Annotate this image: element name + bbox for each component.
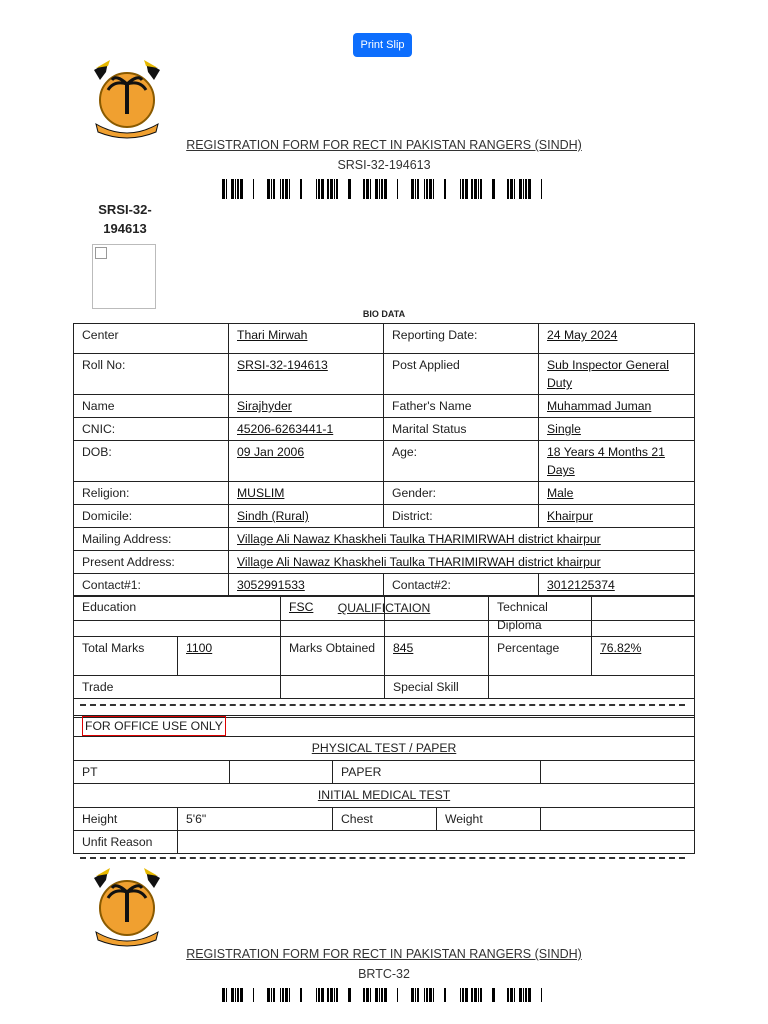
table-row: Religion: MUSLIM Gender: Male xyxy=(74,482,695,505)
table-row: Roll No: SRSI-32-194613 Post Applied Sub Inspector General Duty xyxy=(74,354,695,395)
photo-placeholder xyxy=(92,244,156,309)
qualification-title: QUALIFICTAION xyxy=(74,597,695,621)
table-row: Height 5'6" Chest Weight xyxy=(74,808,695,831)
registration-number-side: SRSI-32- 194613 xyxy=(98,202,152,236)
second-form-title: REGISTRATION FORM FOR RECT IN PAKISTAN RANGERS (SINDH) xyxy=(186,947,582,961)
table-row: Contact#1: 3052991533 Contact#2: 3012125374 xyxy=(74,574,695,597)
office-use-table xyxy=(73,715,695,854)
registration-number: SRSI-32-194613 xyxy=(337,158,431,172)
rangers-logo xyxy=(86,58,168,140)
table-row: Domicile: Sindh (Rural) District: Khairpur xyxy=(74,505,695,528)
table-row: Trade Special Skill xyxy=(74,676,695,699)
table-row: Name Sirajhyder Father's Name Muhammad Juman xyxy=(74,395,695,418)
divider xyxy=(80,704,685,706)
table-row: DOB: 09 Jan 2006 Age: 18 Years 4 Months 21 Days xyxy=(74,441,695,482)
barcode xyxy=(222,179,544,199)
rangers-logo xyxy=(86,866,168,948)
table-row: Present Address: Village Ali Nawaz Khaskheli Taulka THARIMIRWAH district khairpur xyxy=(74,551,695,574)
bio-data-table xyxy=(73,323,695,621)
table-row: PT PAPER xyxy=(74,761,695,784)
table-row: Mailing Address: Village Ali Nawaz Khaskheli Taulka THARIMIRWAH district khairpur xyxy=(74,528,695,551)
qualification-table xyxy=(73,595,695,718)
table-row: Total Marks 1100 Marks Obtained 845 Percentage 76.82% xyxy=(74,637,695,676)
divider xyxy=(80,857,685,859)
second-code: BRTC-32 xyxy=(358,967,410,981)
form-title: REGISTRATION FORM FOR RECT IN PAKISTAN RANGERS (SINDH) xyxy=(186,138,582,152)
table-row: PHYSICAL TEST / PAPER xyxy=(74,737,695,761)
office-use-label: FOR OFFICE USE ONLY xyxy=(82,716,226,736)
barcode xyxy=(222,988,544,1002)
broken-image-icon xyxy=(95,247,107,259)
table-row: INITIAL MEDICAL TEST xyxy=(74,784,695,808)
print-slip-button[interactable]: Print Slip xyxy=(353,33,412,57)
table-row: Unfit Reason xyxy=(74,831,695,854)
table-row: Center Thari Mirwah Reporting Date: 24 May 2024 xyxy=(74,324,695,354)
table-row: CNIC: 45206-6263441-1 Marital Status Single xyxy=(74,418,695,441)
table-row: Education FSC Technical Diploma xyxy=(74,596,695,637)
table-row xyxy=(74,716,695,737)
bio-data-title: BIO DATA xyxy=(362,309,406,319)
